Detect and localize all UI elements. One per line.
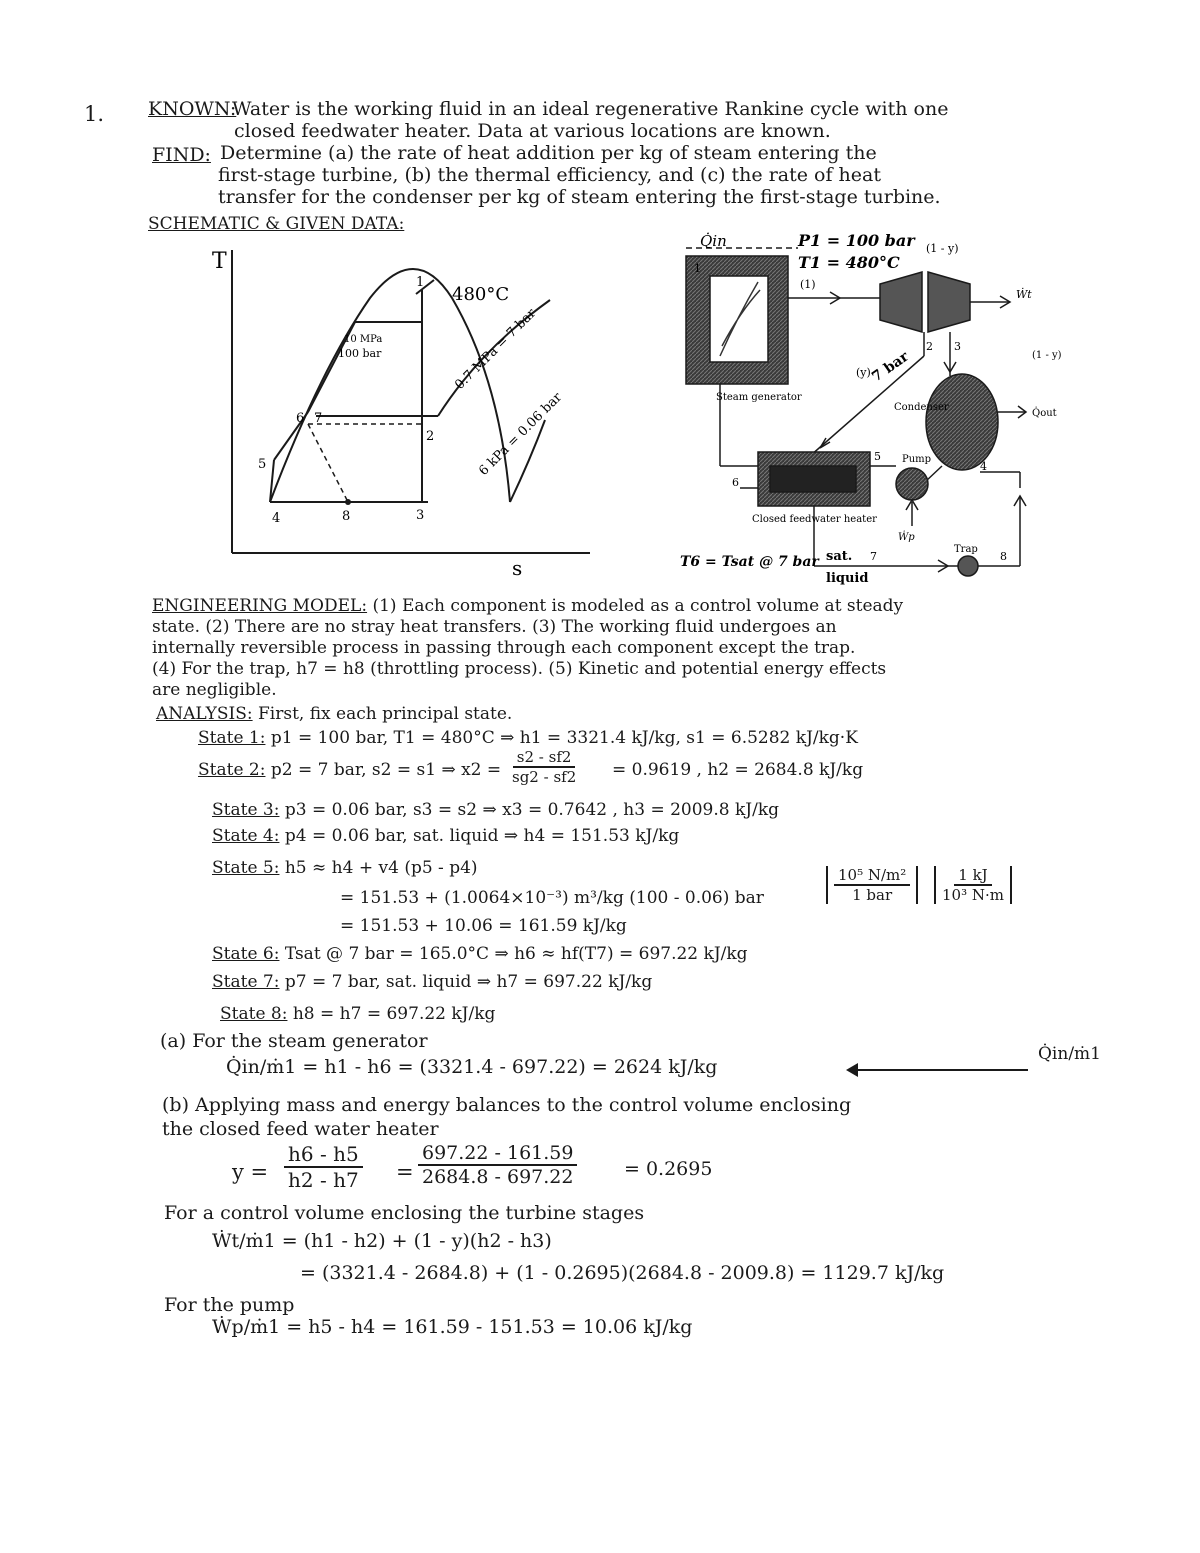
state-3-text: p3 = 0.06 bar, s3 = s2 ⇒ x3 = 0.7642 , h3 = 2009.8 kJ/kg <box>284 800 780 820</box>
ts-axis-t-label: T <box>212 249 227 274</box>
ts-state-2: 2 <box>426 429 435 444</box>
state-7-row <box>212 972 652 992</box>
state-5-row <box>212 858 478 878</box>
schem-t6-note: T6 = Tsat @ 7 bar <box>680 554 819 570</box>
y-num-val: 697.22 - 161.59 <box>418 1142 577 1166</box>
state-5-text-c: = 151.53 + 10.06 = 161.59 kJ/kg <box>340 916 627 936</box>
ts-state-8: 8 <box>342 509 351 524</box>
ts-diagram <box>190 240 600 585</box>
eng-model-label: ENGINEERING MODEL: <box>152 596 368 616</box>
pump-eq: Ẇp/ṁ1 = h5 - h4 = 161.59 - 151.53 = 10.06 kJ/kg <box>212 1316 693 1338</box>
turbine-eq-1: Ẇt/ṁ1 = (h1 - h2) + (1 - y)(h2 - h3) <box>212 1230 552 1252</box>
state-1-text: p1 = 100 bar, T1 = 480°C ⇒ h1 = 3321.4 kJ/kg, s1 = 6.5282 kJ/kg·K <box>270 728 858 748</box>
pump-heading: For the pump <box>164 1294 295 1316</box>
ts-state-4: 4 <box>272 511 281 526</box>
schem-p1: P1 = 100 bar <box>798 231 915 250</box>
state-2-label: State 2: <box>198 760 266 780</box>
schem-node-3: 3 <box>954 340 961 353</box>
ts-p-low: 6 kPa = 0.06 bar <box>476 389 566 479</box>
part-b-heading-1: (b) Applying mass and energy balances to the control volume enclosing <box>162 1094 852 1116</box>
ts-state-7: 7 <box>314 411 323 426</box>
schem-node-2: 2 <box>926 340 933 353</box>
schem-liquid: liquid <box>826 571 869 586</box>
known-line-1: Water is the working fluid in an ideal regenerative Rankine cycle with one <box>232 98 949 120</box>
schem-q-out: Q̇out <box>1032 408 1057 419</box>
part-a-heading: (a) For the steam generator <box>160 1030 428 1052</box>
state-6-label: State 6: <box>212 944 280 964</box>
analysis-label: ANALYSIS: <box>156 704 253 724</box>
state-2-row <box>198 760 501 780</box>
pump <box>896 468 928 500</box>
state-5-conv-2 <box>934 866 1012 904</box>
schem-wt: Ẇt <box>1016 288 1032 301</box>
eng-model-line-3: internally reversible process in passing through each component except the trap. <box>152 638 856 658</box>
state-8-row <box>220 1004 495 1024</box>
ts-state-6: 6 <box>296 411 305 426</box>
find-line-2: first-stage turbine, (b) the thermal efficiency, and (c) the rate of heat <box>218 164 881 186</box>
schem-node-6: 6 <box>732 476 739 489</box>
part-a-arrowhead <box>846 1063 858 1077</box>
schem-one-minus-y-top: (1 - y) <box>926 242 959 255</box>
analysis-intro-row <box>156 704 512 724</box>
eng-model-line-4: (4) For the trap, h7 = h8 (throttling process). (5) Kinetic and potential energy effects <box>152 659 887 679</box>
state-4-row <box>212 826 679 846</box>
find-label: FIND: <box>152 144 211 166</box>
ts-p-high-2: 100 bar <box>338 347 382 360</box>
eng-model-row-1 <box>152 596 903 616</box>
schem-one-minus-y-right: (1 - y) <box>1032 350 1062 361</box>
analysis-intro: First, fix each principal state. <box>258 704 513 724</box>
turbine-stage-2 <box>928 272 970 332</box>
known-line-2: closed feedwater heater. Data at various locations are known. <box>234 120 831 142</box>
state-8-dot <box>345 499 351 505</box>
y-result: = 0.2695 <box>624 1158 713 1180</box>
y-fraction-symbolic <box>284 1142 363 1192</box>
schem-condenser: Condenser <box>894 402 949 413</box>
state-2-num: s2 - sf2 <box>513 748 576 768</box>
dashed-7-8 <box>308 424 348 502</box>
schem-steam-generator: Steam generator <box>716 392 802 403</box>
cycle-schematic <box>680 226 1080 586</box>
schem-seven-bar: 7 bar <box>869 348 912 386</box>
part-b-heading-2: the closed feed water heater <box>162 1118 439 1140</box>
condenser <box>926 374 998 470</box>
eng-model-line-2: state. (2) There are no stray heat transfers. (3) The working fluid undergoes an <box>152 617 837 637</box>
state-8-text: h8 = h7 = 697.22 kJ/kg <box>292 1004 496 1024</box>
part-a-equation: Q̇in/ṁ1 = h1 - h6 = (3321.4 - 697.22) = 2624 kJ/kg <box>226 1056 718 1078</box>
ts-state-5: 5 <box>258 457 267 472</box>
part-a-margin-note: Q̇in/ṁ1 <box>1038 1044 1101 1064</box>
schematic-heading: SCHEMATIC & GIVEN DATA: <box>148 214 405 234</box>
state-6-row <box>212 944 748 964</box>
state-4-text: p4 = 0.06 bar, sat. liquid ⇒ h4 = 151.53 kJ/kg <box>284 826 680 846</box>
state-5-conv-1-den: 1 bar <box>852 886 893 904</box>
schem-node-4: 4 <box>980 460 987 473</box>
state-5-label: State 5: <box>212 858 280 878</box>
schem-trap: Trap <box>954 544 978 555</box>
state-5-conv-2-num: 1 kJ <box>954 866 991 886</box>
schem-y-label: (y) <box>856 366 871 379</box>
state-8-label: State 8: <box>220 1004 288 1024</box>
schem-flow-one: (1) <box>800 278 816 291</box>
ts-p-mid: 0.7 MPa = 7 bar <box>452 305 540 393</box>
trap <box>958 556 978 576</box>
state-3-row <box>212 800 779 820</box>
state-5-conv-1 <box>826 866 918 904</box>
state-2-text-b: = 0.9619 , h2 = 2684.8 kJ/kg <box>612 760 864 780</box>
state-2-fraction <box>512 748 576 786</box>
state-3-label: State 3: <box>212 800 280 820</box>
known-label: KNOWN: <box>148 98 237 120</box>
schem-node-5: 5 <box>874 450 881 463</box>
schem-node-8: 8 <box>1000 550 1007 563</box>
state-5-conv-1-num: 10⁵ N/m² <box>834 866 910 886</box>
state-6-text: Tsat @ 7 bar = 165.0°C ⇒ h6 ≈ hf(T7) = 697.22 kJ/kg <box>284 944 748 964</box>
state-5-text-a: h5 ≈ h4 + v4 (p5 - p4) <box>284 858 478 878</box>
eng-model-line-5: are negligible. <box>152 680 277 700</box>
schem-wp: Ẇp <box>898 532 915 543</box>
y-den: h2 - h7 <box>288 1168 359 1192</box>
schem-node-1: 1 <box>694 262 701 275</box>
schem-closed-fwh: Closed feedwater heater <box>752 514 877 525</box>
schem-node-7: 7 <box>870 550 877 563</box>
state-5-text-b: = 151.53 + (1.0064×10⁻³) m³/kg (100 - 0.06) bar <box>340 888 764 908</box>
state-7-text: p7 = 7 bar, sat. liquid ⇒ h7 = 697.22 kJ/kg <box>284 972 653 992</box>
y-num: h6 - h5 <box>284 1142 363 1168</box>
turbine-stage-1 <box>880 272 922 332</box>
state-5-conv-2-den: 10³ N·m <box>942 886 1004 904</box>
find-line-1: Determine (a) the rate of heat addition per kg of steam entering the <box>220 142 877 164</box>
state-1-row <box>198 728 858 748</box>
state-2-text-a: p2 = 7 bar, s2 = s1 ⇒ x2 = <box>270 760 502 780</box>
schem-sat: sat. <box>826 549 853 564</box>
part-a-arrow <box>848 1069 1028 1071</box>
state-4-label: State 4: <box>212 826 280 846</box>
schem-q-in: Q̇in <box>700 232 727 250</box>
ts-p-high-1: 10 MPa <box>344 334 383 345</box>
ts-state-3: 3 <box>416 508 425 523</box>
ts-temp-label: 480°C <box>452 284 510 305</box>
y-den-val: 2684.8 - 697.22 <box>422 1166 574 1188</box>
schem-pump: Pump <box>902 454 932 465</box>
problem-number: 1. <box>84 102 105 126</box>
find-line-3: transfer for the condenser per kg of steam entering the first-stage turbine. <box>218 186 941 208</box>
state-7-label: State 7: <box>212 972 280 992</box>
state-1-label: State 1: <box>198 728 266 748</box>
schem-t1: T1 = 480°C <box>798 253 900 272</box>
ts-axis-s-label: s <box>512 556 523 580</box>
ts-state-1: 1 <box>416 275 425 290</box>
turbine-eq-2: = (3321.4 - 2684.8) + (1 - 0.2695)(2684.8 - 2009.8) = 1129.7 kJ/kg <box>300 1262 945 1284</box>
eng-model-line-1: (1) Each component is modeled as a control volume at steady <box>372 596 904 616</box>
y-eq-sign: = <box>396 1160 414 1184</box>
state-2-den: sg2 - sf2 <box>512 768 577 786</box>
turbine-heading: For a control volume enclosing the turbine stages <box>164 1202 645 1224</box>
y-lhs: y = <box>232 1160 269 1184</box>
y-fraction-values <box>418 1142 577 1188</box>
steam-generator-core <box>710 276 768 362</box>
